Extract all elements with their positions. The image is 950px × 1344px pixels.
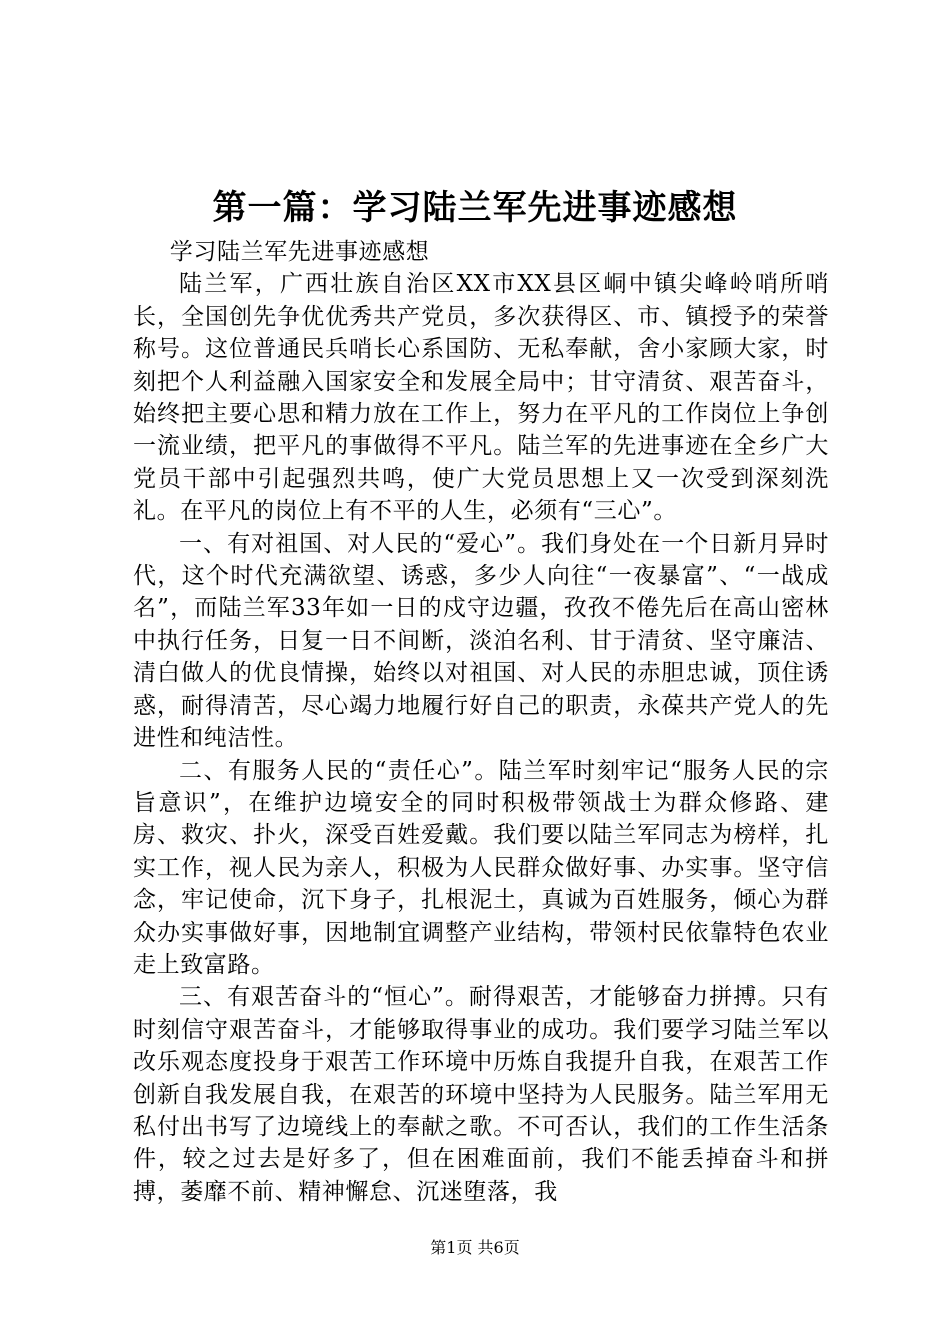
page-number-footer: 第1页 共6页 xyxy=(430,1238,520,1257)
document-title: 第一篇：学习陆兰军先进事迹感想 xyxy=(212,188,738,228)
paragraph-intro: 陆兰军，广西壮族自治区XX市XX县区峒中镇尖峰岭哨所哨长，全国创先争优优秀共产党员，多次获得区、市、镇授予的荣誉称号。这位普通民兵哨长心系国防、无私奉献，舍小家顾大家，时刻把个人利益融入国家安全和发展全局中；甘守清贫、艰苦奋斗，始终把主要心思和精力放在工作上，努力在平凡的工作岗位上争创一流业绩，把平凡的事做得不平凡。陆兰军的先进事迹在全乡广大党员干部中引起强烈共鸣，使广大党员思想上又一次受到深刻洗礼。在平凡的岗位上有不平的人生，必须有“三心”。 xyxy=(133,271,829,525)
document-subtitle: 学习陆兰军先进事迹感想 xyxy=(169,239,430,265)
paragraph-love: 一、有对祖国、对人民的“爱心”。我们身处在一个日新月异时代，这个时代充满欲望、诱惑，多少人向往“一夜暴富”、“一战成名”，而陆兰军33年如一日的戍守边疆，孜孜不倦先后在高山密林中执行任务，日复一日不间断，淡泊名利、甘于清贫、坚守廉洁、清白做人的优良情操，始终以对祖国、对人民的赤胆忠诚，顶住诱惑，耐得清苦，尽心竭力地履行好自己的职责，永葆共产党人的先进性和纯洁性。 xyxy=(133,530,829,752)
document-body xyxy=(133,236,829,1208)
paragraph-perseverance: 三、有艰苦奋斗的“恒心”。耐得艰苦，才能够奋力拼搏。只有时刻信守艰苦奋斗，才能够取得事业的成功。我们要学习陆兰军以改乐观态度投身于艰苦工作环境中历炼自我提升自我，在艰苦工作创新自我发展自我，在艰苦的环境中坚持为人民服务。陆兰军用无私付出书写了边境线上的奉献之歌。不可否认，我们的工作生活条件，较之过去是好多了，但在困难面前，我们不能丢掉奋斗和拼搏，萎靡不前、精神懈怠、沉迷堕落，我 xyxy=(133,984,829,1205)
paragraph-responsibility: 二、有服务人民的“责任心”。陆兰军时刻牢记“服务人民的宗旨意识”，在维护边境安全的同时积极带领战士为群众修路、建房、救灾、扑火，深受百姓爱戴。我们要以陆兰军同志为榜样，扎实工作，视人民为亲人，积极为人民群众做好事、办实事。坚守信念，牢记使命，沉下身子，扎根泥土，真诚为百姓服务，倾心为群众办实事做好事，因地制宜调整产业结构，带领村民依靠特色农业走上致富路。 xyxy=(133,757,829,978)
